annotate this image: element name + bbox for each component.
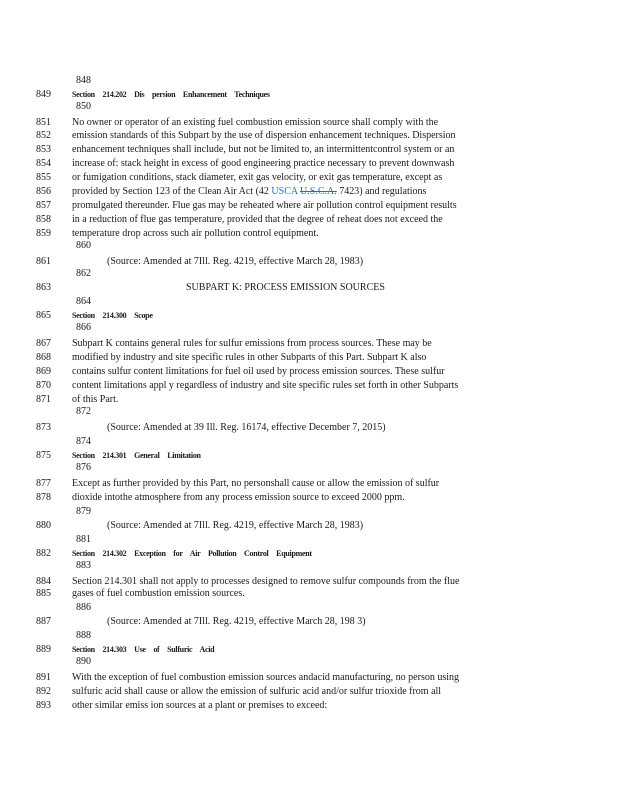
line-number: 882	[36, 548, 51, 559]
line-number: 852	[36, 130, 51, 141]
line-text: increase of: stack height in excess of good engineering practice necessary to prevent downwash	[72, 158, 455, 169]
line-text: Subpart K contains general rules for sulfur emissions from process sources. These may be	[72, 338, 432, 349]
line-text: modified by industry and site specific rules in other Subparts of this Part. Subpart K also	[72, 352, 427, 363]
line-text: 883	[76, 560, 91, 571]
line-text: 879	[76, 506, 91, 517]
line-number: 873	[36, 422, 51, 433]
line-text: in a reduction of flue gas temperature, provided that the degree of reheat does not exceed the	[72, 214, 443, 225]
line-number: 858	[36, 214, 51, 225]
line-text: 860	[76, 240, 91, 251]
line-number: 878	[36, 492, 51, 503]
line-number: 875	[36, 450, 51, 461]
line-text: Section 214.301 General Limitation	[72, 451, 201, 460]
line-number: 855	[36, 172, 51, 183]
line-text: 862	[76, 268, 91, 279]
line-text: 876	[76, 462, 91, 473]
line-number: 893	[36, 700, 51, 711]
line-text: 888	[76, 630, 91, 641]
line-text: 872	[76, 406, 91, 417]
inserted-text: USCA	[271, 186, 298, 197]
line-text: dioxide intothe atmosphere from any process emission source to exceed 2000 ppm.	[72, 492, 405, 503]
line-number: 851	[36, 117, 51, 128]
line-text: 881	[76, 534, 91, 545]
line-number: 854	[36, 158, 51, 169]
line-number: 853	[36, 144, 51, 155]
line-number: 889	[36, 644, 51, 655]
line-text: Section 214.202 Dis persion Enhancement Techniques	[72, 90, 270, 99]
line-number: 857	[36, 200, 51, 211]
line-text: (Source: Amended at 39 Ill. Reg. 16174, effective December 7, 2015)	[107, 422, 386, 433]
line-text: Section 214.300 Scope	[72, 311, 153, 320]
line-text: or fumigation conditions, stack diameter, exit gas velocity, or exit gas temperature, except as	[72, 172, 443, 183]
line-text: 850	[76, 101, 91, 112]
line-text: No owner or operator of an existing fuel combustion emission source shall comply with the	[72, 117, 439, 128]
line-text: enhancement techniques shall include, but not be limited to, an intermittentcontrol system or an	[72, 144, 455, 155]
line-text: Section 214.303 Use of Sulfuric Acid	[72, 645, 215, 654]
line-number: 869	[36, 366, 51, 377]
line-text: 866	[76, 322, 91, 333]
line-number: 884	[36, 576, 51, 587]
line-number: 856	[36, 186, 51, 197]
line-number: 880	[36, 520, 51, 531]
line-text: Section 214.302 Exception for Air Pollution Control Equipment	[72, 549, 312, 558]
line-text: promulgated thereunder. Flue gas may be reheated where air pollution control equipment results	[72, 200, 457, 211]
line-text: (Source: Amended at 7Ill. Reg. 4219, effective March 28, 1983)	[107, 256, 364, 267]
line-text: of this Part.	[72, 394, 119, 405]
text-segment: provided by Section 123 of the Clean Air Act (42	[72, 186, 272, 197]
line-text: 864	[76, 296, 91, 307]
line-number: 870	[36, 380, 51, 391]
line-text: sulfuric acid shall cause or allow the emission of sulfuric acid and/or sulfur trioxide from all	[72, 686, 442, 697]
line-text: With the exception of fuel combustion emission sources andacid manufacturing, no person using	[72, 672, 460, 683]
line-text: emission standards of this Subpart by the use of dispersion enhancement techniques. Dispersion	[72, 130, 456, 141]
line-text: gases of fuel combustion emission sources.	[72, 588, 245, 599]
line-text: contains sulfur content limitations for fuel oil used by process emission sources. These sulfur	[72, 366, 445, 377]
line-number: 859	[36, 228, 51, 239]
line-text	[72, 186, 426, 198]
line-text: 848	[76, 75, 91, 86]
line-number: 891	[36, 672, 51, 683]
line-text: Except as further provided by this Part, no personshall cause or allow the emission of sulfur	[72, 478, 440, 489]
line-text: SUBPART K: PROCESS EMISSION SOURCES	[186, 282, 385, 293]
line-number: 892	[36, 686, 51, 697]
line-number: 863	[36, 282, 51, 293]
line-text: 890	[76, 656, 91, 667]
line-number: 877	[36, 478, 51, 489]
line-text: 886	[76, 602, 91, 613]
line-number: 887	[36, 616, 51, 627]
line-text: Section 214.301 shall not apply to processes designed to remove sulfur compounds from the flue	[72, 576, 460, 587]
text-segment: 7423) and regulations	[336, 186, 427, 197]
line-text: content limitations appl y regardless of industry and site specific rules set forth in other Subparts	[72, 380, 459, 391]
line-text: other similar emiss ion sources at a plant or premises to exceed:	[72, 700, 328, 711]
line-number: 861	[36, 256, 51, 267]
line-text: (Source: Amended at 7Ill. Reg. 4219, effective March 28, 1983)	[107, 520, 364, 531]
deleted-text: U.S.C.A.	[300, 186, 337, 197]
line-number: 849	[36, 89, 51, 100]
line-text: (Source: Amended at 7Ill. Reg. 4219, effective March 28, 198 3)	[107, 616, 366, 627]
line-number: 868	[36, 352, 51, 363]
line-number: 885	[36, 588, 51, 599]
line-number: 867	[36, 338, 51, 349]
line-text: temperature drop across such air pollution control equipment.	[72, 228, 319, 239]
line-text: 874	[76, 436, 91, 447]
line-number: 871	[36, 394, 51, 405]
line-number: 865	[36, 310, 51, 321]
